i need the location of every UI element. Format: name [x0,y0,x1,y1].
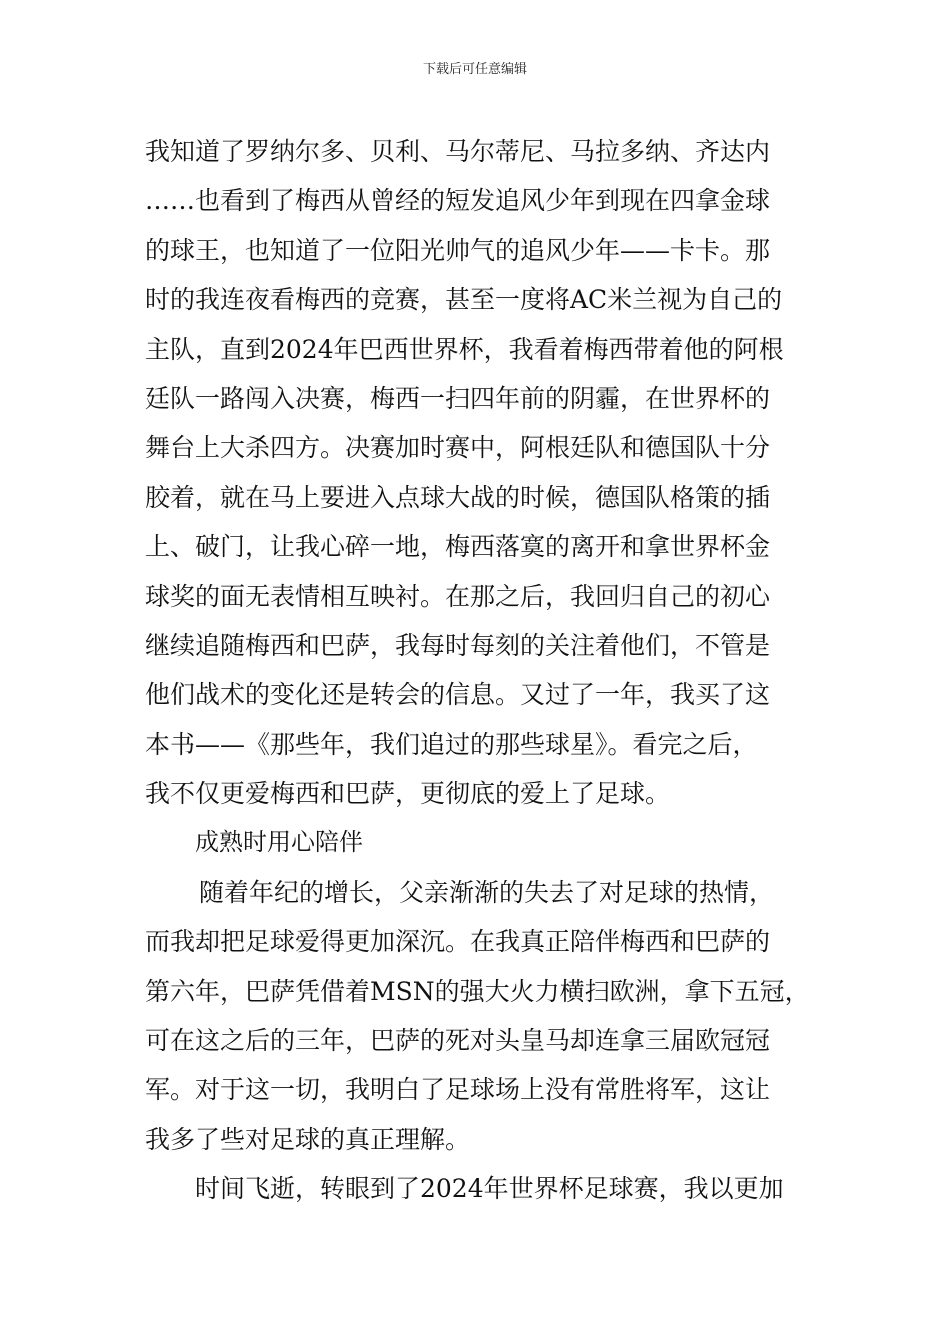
section-heading: 成熟时用心陪伴 [195,828,363,857]
text-line: 的球王，也知道了一位阳光帅气的追风少年——卡卡。那 [145,235,771,265]
text-line: 我不仅更爱梅西和巴萨，更彻底的爱上了足球。 [145,779,671,809]
text-line: 继续追随梅西和巴萨，我每时每刻的关注着他们，不管是 [145,630,771,660]
text-line: 可在这之后的三年，巴萨的死对头皇马却连拿三届欧冠冠 [145,1026,771,1056]
text-line: 球奖的面无表情相互映衬。在那之后，我回归自己的初心 [145,581,771,611]
text-line: 而我却把足球爱得更加深沉。在我真正陪伴梅西和巴萨的 [145,927,771,957]
text-line: 我多了些对足球的真正理解。 [145,1124,471,1154]
text-line: ……也看到了梅西从曾经的短发追风少年到现在四拿金球 [145,186,771,216]
text-line: 廷队一路闯入决赛，梅西一扫四年前的阴霾，在世界杯的 [145,383,771,413]
text-line: 时的我连夜看梅西的竞赛，甚至一度将AC米兰视为自己的 [145,285,783,315]
text-line: 上、破门，让我心碎一地，梅西落寞的离开和拿世界杯金 [145,532,771,562]
text-line: 他们战术的变化还是转会的信息。又过了一年，我买了这 [145,680,771,710]
text-line: 第六年，巴萨凭借着MSN的强大火力横扫欧洲，拿下五冠， [145,976,810,1006]
text-line: 舞台上大杀四方。决赛加时赛中，阿根廷队和德国队十分 [145,433,771,463]
text-line: 主队，直到2024年巴西世界杯，我看着梅西带着他的阿根 [145,334,784,364]
document-body [145,127,810,1214]
text-line: 本书——《那些年，我们追过的那些球星》。看完之后， [145,729,758,759]
text-line: 胶着，就在马上要进入点球大战的时候，德国队格策的插 [145,482,771,512]
text-line: 时间飞逝，转眼到了2024年世界杯足球赛，我以更加 [195,1174,784,1204]
text-line: 我知道了罗纳尔多、贝利、马尔蒂尼、马拉多纳、齐达内 [145,137,771,166]
text-line: 军。对于这一切，我明白了足球场上没有常胜将军，这让 [145,1075,771,1105]
text-line: 随着年纪的增长，父亲渐渐的失去了对足球的热情， [199,877,775,907]
page-header: 下载后可任意编辑 [422,62,527,77]
